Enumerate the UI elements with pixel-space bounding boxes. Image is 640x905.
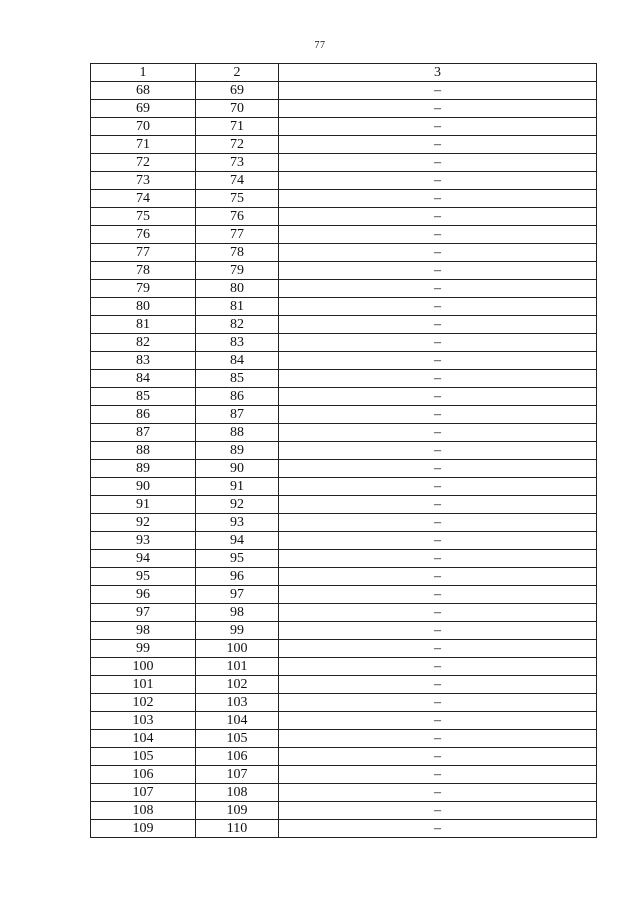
table-row xyxy=(91,244,597,262)
table-cell-col1: 106 xyxy=(91,766,196,784)
table-cell-col3: – xyxy=(279,226,597,244)
table-row xyxy=(91,478,597,496)
table-cell-col1: 83 xyxy=(91,352,196,370)
table-cell-col2: 83 xyxy=(196,334,279,352)
table-cell-col3: – xyxy=(279,244,597,262)
table-cell-col1: 78 xyxy=(91,262,196,280)
table-cell-col3: – xyxy=(279,802,597,820)
table-header-row xyxy=(91,64,597,82)
table-cell-col2: 71 xyxy=(196,118,279,136)
table-cell-col1: 103 xyxy=(91,712,196,730)
table-cell-col3: – xyxy=(279,586,597,604)
table-cell-col1: 95 xyxy=(91,568,196,586)
table-body xyxy=(91,82,597,838)
table-row xyxy=(91,766,597,784)
table-cell-col3: – xyxy=(279,82,597,100)
table-cell-col1: 90 xyxy=(91,478,196,496)
table-cell-col3: – xyxy=(279,280,597,298)
table-row xyxy=(91,208,597,226)
table-cell-col3: – xyxy=(279,442,597,460)
table-row xyxy=(91,730,597,748)
table-cell-col2: 103 xyxy=(196,694,279,712)
table-cell-col3: – xyxy=(279,388,597,406)
table-cell-col1: 76 xyxy=(91,226,196,244)
table-cell-col2: 84 xyxy=(196,352,279,370)
table-row xyxy=(91,370,597,388)
table-cell-col3: – xyxy=(279,352,597,370)
table-row xyxy=(91,388,597,406)
table-row xyxy=(91,712,597,730)
table-cell-col2: 95 xyxy=(196,550,279,568)
table-cell-col3: – xyxy=(279,622,597,640)
table-cell-col3: – xyxy=(279,316,597,334)
table-cell-col3: – xyxy=(279,424,597,442)
table-cell-col1: 73 xyxy=(91,172,196,190)
table-cell-col1: 81 xyxy=(91,316,196,334)
table-cell-col1: 80 xyxy=(91,298,196,316)
table-cell-col3: – xyxy=(279,460,597,478)
table-row xyxy=(91,748,597,766)
table-row xyxy=(91,190,597,208)
table-cell-col1: 86 xyxy=(91,406,196,424)
table-cell-col2: 74 xyxy=(196,172,279,190)
table-cell-col1: 72 xyxy=(91,154,196,172)
column-header-1: 1 xyxy=(91,64,196,82)
table-cell-col3: – xyxy=(279,604,597,622)
table-cell-col3: – xyxy=(279,532,597,550)
table-row xyxy=(91,532,597,550)
table-row xyxy=(91,784,597,802)
table-cell-col1: 107 xyxy=(91,784,196,802)
table-cell-col1: 88 xyxy=(91,442,196,460)
table-cell-col3: – xyxy=(279,136,597,154)
table-cell-col1: 105 xyxy=(91,748,196,766)
table-row xyxy=(91,586,597,604)
table-cell-col1: 75 xyxy=(91,208,196,226)
table-cell-col2: 93 xyxy=(196,514,279,532)
table-row xyxy=(91,172,597,190)
table-row xyxy=(91,640,597,658)
table-cell-col2: 75 xyxy=(196,190,279,208)
table-cell-col3: – xyxy=(279,478,597,496)
table-cell-col2: 89 xyxy=(196,442,279,460)
table-cell-col1: 104 xyxy=(91,730,196,748)
table-cell-col1: 70 xyxy=(91,118,196,136)
table-row xyxy=(91,280,597,298)
table-cell-col2: 106 xyxy=(196,748,279,766)
table-row xyxy=(91,100,597,118)
table-row xyxy=(91,262,597,280)
table-cell-col3: – xyxy=(279,748,597,766)
table-cell-col2: 85 xyxy=(196,370,279,388)
table-row xyxy=(91,694,597,712)
table-row xyxy=(91,82,597,100)
table-row xyxy=(91,550,597,568)
table-cell-col3: – xyxy=(279,496,597,514)
table-cell-col2: 91 xyxy=(196,478,279,496)
table-cell-col2: 99 xyxy=(196,622,279,640)
table-cell-col2: 110 xyxy=(196,820,279,838)
table-cell-col2: 100 xyxy=(196,640,279,658)
table-cell-col3: – xyxy=(279,568,597,586)
table-cell-col3: – xyxy=(279,640,597,658)
table-cell-col3: – xyxy=(279,712,597,730)
table-cell-col3: – xyxy=(279,370,597,388)
table-cell-col1: 108 xyxy=(91,802,196,820)
table-cell-col2: 87 xyxy=(196,406,279,424)
table-cell-col2: 86 xyxy=(196,388,279,406)
table-cell-col3: – xyxy=(279,100,597,118)
table-cell-col2: 102 xyxy=(196,676,279,694)
table-row xyxy=(91,604,597,622)
table-cell-col2: 69 xyxy=(196,82,279,100)
table-cell-col3: – xyxy=(279,766,597,784)
table-cell-col3: – xyxy=(279,334,597,352)
table-row xyxy=(91,226,597,244)
table-row xyxy=(91,568,597,586)
table-cell-col1: 77 xyxy=(91,244,196,262)
table-cell-col3: – xyxy=(279,172,597,190)
table-cell-col2: 82 xyxy=(196,316,279,334)
table-cell-col1: 69 xyxy=(91,100,196,118)
table-cell-col2: 98 xyxy=(196,604,279,622)
table-cell-col2: 77 xyxy=(196,226,279,244)
table-row xyxy=(91,424,597,442)
table-cell-col3: – xyxy=(279,208,597,226)
table-cell-col1: 84 xyxy=(91,370,196,388)
table-cell-col1: 96 xyxy=(91,586,196,604)
table-row xyxy=(91,118,597,136)
table-cell-col2: 97 xyxy=(196,586,279,604)
table-row xyxy=(91,622,597,640)
table-row xyxy=(91,514,597,532)
table-cell-col2: 72 xyxy=(196,136,279,154)
table-row xyxy=(91,496,597,514)
table-cell-col1: 109 xyxy=(91,820,196,838)
table-cell-col3: – xyxy=(279,784,597,802)
table-cell-col3: – xyxy=(279,514,597,532)
table-cell-col3: – xyxy=(279,694,597,712)
table-cell-col2: 90 xyxy=(196,460,279,478)
table-row xyxy=(91,334,597,352)
table-cell-col3: – xyxy=(279,658,597,676)
table-cell-col3: – xyxy=(279,820,597,838)
table-cell-col1: 92 xyxy=(91,514,196,532)
table-row xyxy=(91,136,597,154)
table-cell-col2: 76 xyxy=(196,208,279,226)
table-row xyxy=(91,802,597,820)
table-cell-col2: 80 xyxy=(196,280,279,298)
data-table xyxy=(90,63,597,838)
table-row xyxy=(91,298,597,316)
table-cell-col2: 109 xyxy=(196,802,279,820)
table-row xyxy=(91,820,597,838)
table-cell-col1: 68 xyxy=(91,82,196,100)
table-cell-col3: – xyxy=(279,676,597,694)
table-cell-col2: 108 xyxy=(196,784,279,802)
table-cell-col2: 92 xyxy=(196,496,279,514)
table-row xyxy=(91,676,597,694)
table-cell-col2: 81 xyxy=(196,298,279,316)
table-cell-col2: 73 xyxy=(196,154,279,172)
table-cell-col3: – xyxy=(279,298,597,316)
table-row xyxy=(91,658,597,676)
table-cell-col1: 71 xyxy=(91,136,196,154)
page-number: 77 xyxy=(314,40,326,51)
table-cell-col1: 94 xyxy=(91,550,196,568)
table-cell-col1: 97 xyxy=(91,604,196,622)
table-cell-col1: 82 xyxy=(91,334,196,352)
table-cell-col2: 105 xyxy=(196,730,279,748)
table-cell-col2: 88 xyxy=(196,424,279,442)
table-cell-col1: 100 xyxy=(91,658,196,676)
column-header-3: 3 xyxy=(279,64,597,82)
table-cell-col3: – xyxy=(279,190,597,208)
table-cell-col2: 104 xyxy=(196,712,279,730)
table-cell-col2: 79 xyxy=(196,262,279,280)
table-cell-col1: 79 xyxy=(91,280,196,298)
table-row xyxy=(91,316,597,334)
table-cell-col3: – xyxy=(279,730,597,748)
table-cell-col1: 102 xyxy=(91,694,196,712)
column-header-2: 2 xyxy=(196,64,279,82)
table-cell-col1: 85 xyxy=(91,388,196,406)
table-row xyxy=(91,460,597,478)
table-cell-col2: 94 xyxy=(196,532,279,550)
table-cell-col3: – xyxy=(279,154,597,172)
table-cell-col1: 98 xyxy=(91,622,196,640)
table-cell-col1: 101 xyxy=(91,676,196,694)
table-cell-col1: 87 xyxy=(91,424,196,442)
table-cell-col2: 101 xyxy=(196,658,279,676)
table-cell-col1: 93 xyxy=(91,532,196,550)
table-cell-col1: 74 xyxy=(91,190,196,208)
table-cell-col1: 91 xyxy=(91,496,196,514)
table-cell-col1: 89 xyxy=(91,460,196,478)
table-cell-col3: – xyxy=(279,118,597,136)
table-cell-col1: 99 xyxy=(91,640,196,658)
table-cell-col2: 107 xyxy=(196,766,279,784)
table-cell-col3: – xyxy=(279,406,597,424)
table-row xyxy=(91,406,597,424)
table-cell-col3: – xyxy=(279,262,597,280)
table-cell-col2: 78 xyxy=(196,244,279,262)
table-cell-col2: 70 xyxy=(196,100,279,118)
table-cell-col2: 96 xyxy=(196,568,279,586)
table-cell-col3: – xyxy=(279,550,597,568)
table-row xyxy=(91,154,597,172)
table-row xyxy=(91,442,597,460)
table-row xyxy=(91,352,597,370)
